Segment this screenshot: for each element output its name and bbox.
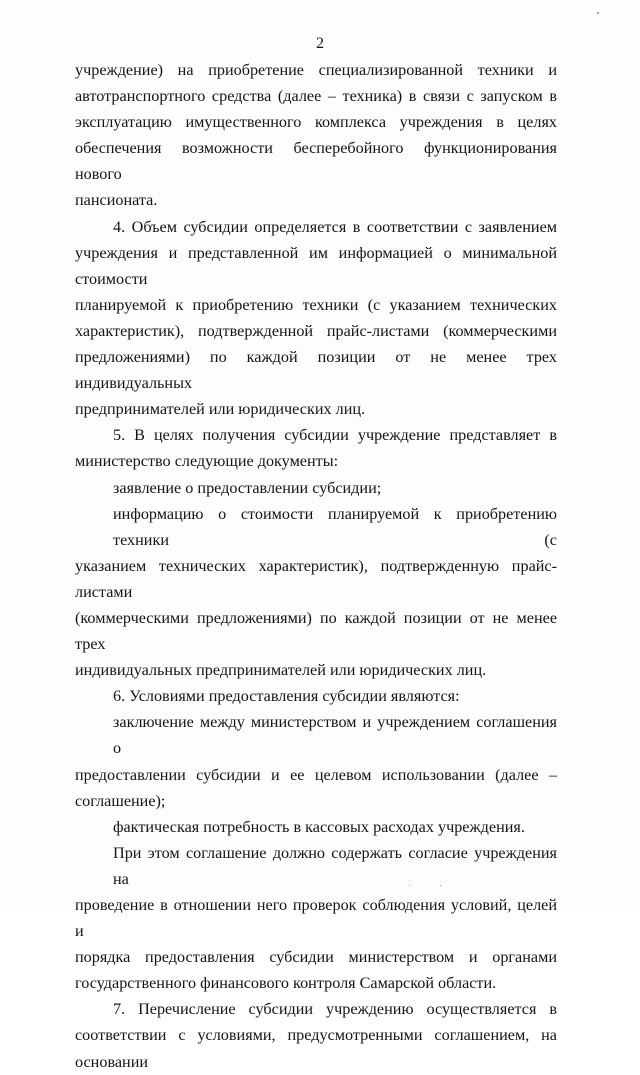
- text-line: (коммерческими предложениями) по каждой позиции от не менее трех: [75, 608, 557, 654]
- text-line: учреждения и представленной им информацией о минимальной стоимости: [75, 243, 557, 288]
- text-line: заключение между министерством и учреждением соглашения о: [113, 713, 557, 758]
- text-line: министерство следующие документы:: [75, 452, 339, 471]
- text-line: предложениями) по каждой позиции от не менее трех индивидуальных: [75, 348, 557, 393]
- text-line: порядка предоставления субсидии министерством и органами: [75, 948, 557, 967]
- text-line: обеспечения возможности бесперебойного функционирования нового: [75, 139, 557, 184]
- paragraph-7-transfer: [75, 996, 557, 1074]
- scan-speck: [409, 885, 410, 886]
- list-item-agreement: [75, 709, 557, 813]
- text-line: государственного финансового контроля Самарской области.: [75, 974, 497, 993]
- text-line: предпринимателей или юридических лиц.: [75, 400, 366, 419]
- text-line: учреждение) на приобретение специализированной техники и: [75, 61, 557, 79]
- text-line: информацию о стоимости планируемой к приобретению техники (с: [113, 504, 557, 549]
- page-number: 2: [316, 35, 324, 52]
- text-line: характеристик), подтвержденной прайс-листами (коммерческими: [75, 321, 557, 340]
- paragraph-1: [75, 57, 557, 214]
- text-line: автотранспортного средства (далее – техника) в связи с запуском в: [75, 87, 557, 106]
- text-line: предоставлении субсидии и ее целевом использовании (далее –: [75, 765, 557, 784]
- text-line: 6. Условиями предоставления субсидии являются:: [113, 687, 460, 706]
- text-line: пансионата.: [75, 191, 158, 210]
- paragraph-6-conditions: [75, 683, 557, 709]
- text-line: 4. Объем субсидии определяется в соответствии с заявлением: [113, 217, 557, 236]
- paragraph-5-documents: [75, 422, 557, 474]
- list-item-actual-need: [75, 814, 557, 840]
- scan-speck: [440, 885, 441, 886]
- text-line: фактическая потребность в кассовых расходах учреждения.: [113, 817, 525, 836]
- text-line: эксплуатацию имущественного комплекса учреждения в целях: [75, 113, 557, 132]
- text-line: соответствии с условиями, предусмотренными соглашением, на основании: [75, 1026, 557, 1071]
- text-line: индивидуальных предпринимателей или юридических лиц.: [75, 661, 487, 680]
- document-body: [75, 57, 557, 1075]
- text-line: указанием технических характеристик), подтвержденную прайс-листами: [75, 556, 557, 601]
- list-item-application: [75, 475, 557, 501]
- text-line: 7. Перечисление субсидии учреждению осуществляется в: [113, 1000, 557, 1019]
- list-item-cost-information: [75, 501, 557, 684]
- paragraph-agreement-consent: [75, 840, 557, 997]
- text-line: проведение в отношении него проверок соблюдения условий, целей и: [75, 896, 557, 941]
- text-line: При этом соглашение должно содержать согласие учреждения на: [113, 843, 557, 888]
- paragraph-4-subsidy-volume: [75, 214, 557, 423]
- text-line: соглашение);: [75, 791, 166, 810]
- text-line: 5. В целях получения субсидии учреждение представляет в: [113, 426, 557, 445]
- scan-speck: [597, 12, 599, 14]
- text-line: планируемой к приобретению техники (с указанием технических: [75, 295, 557, 314]
- text-line: заявление о предоставлении субсидии;: [113, 478, 382, 497]
